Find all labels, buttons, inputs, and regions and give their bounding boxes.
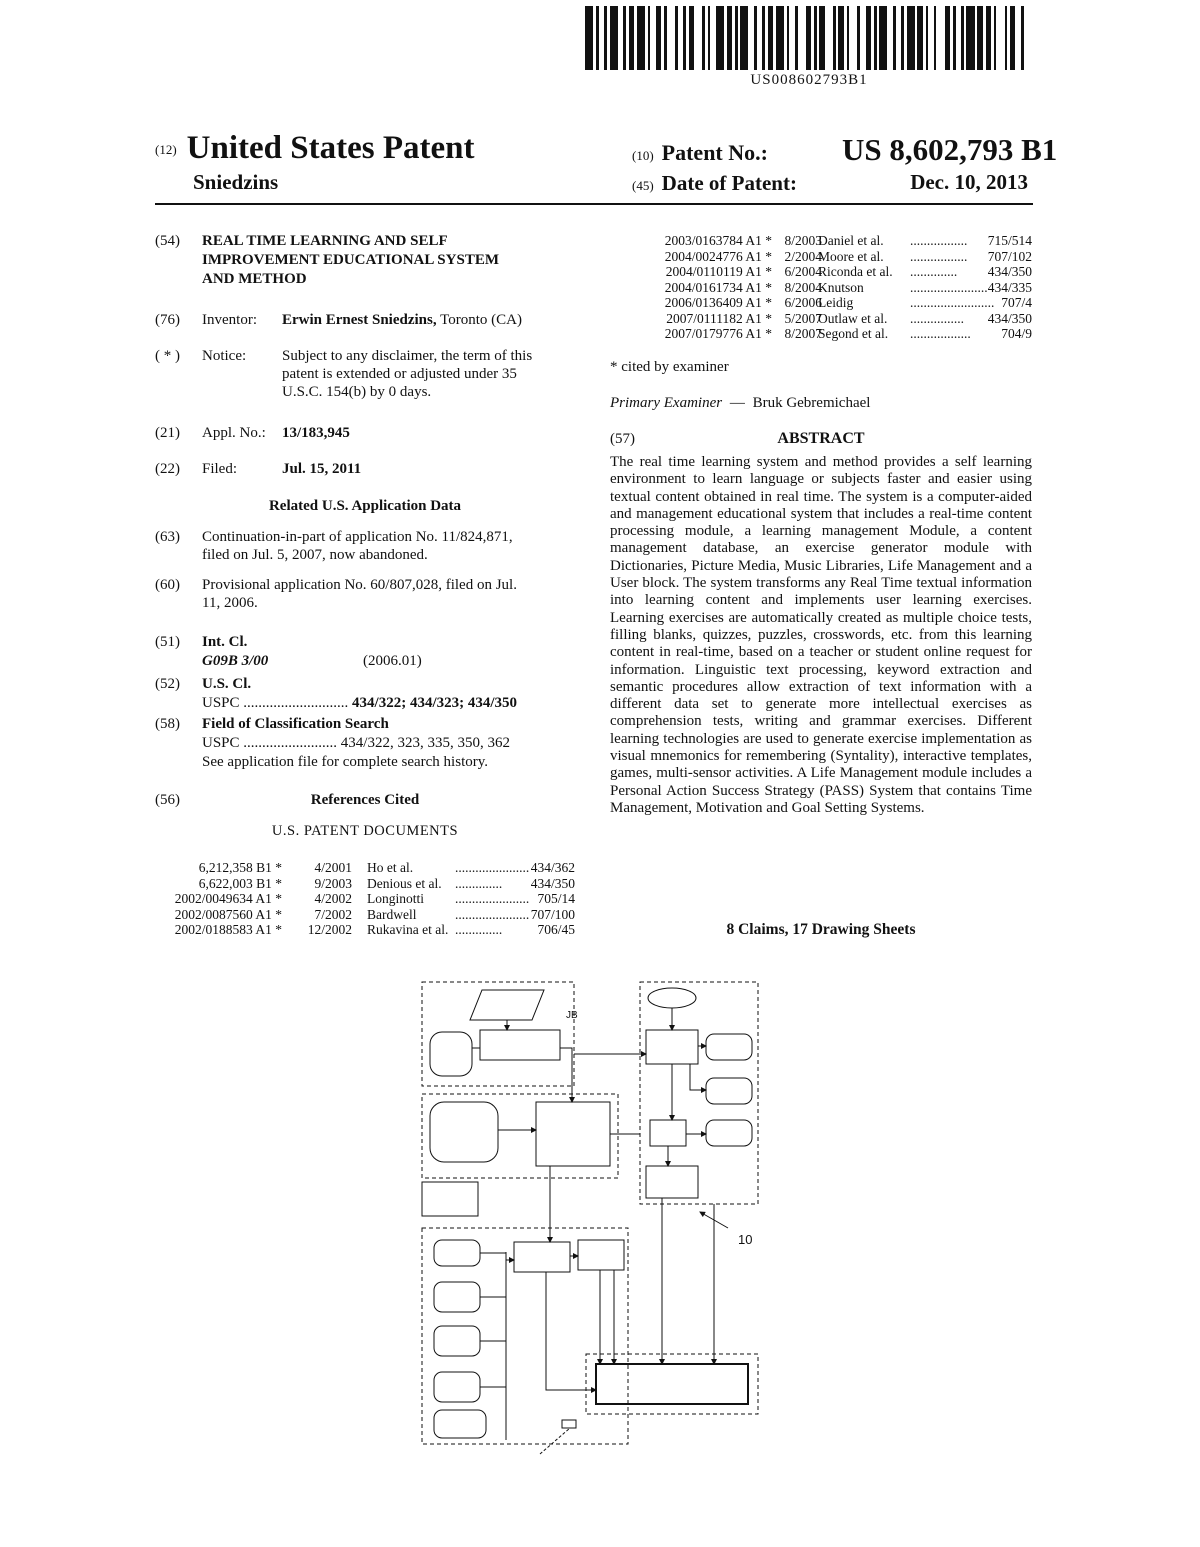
reference-num: 2004/0110119 A1 * <box>665 264 772 279</box>
picture-media-cylinder <box>434 1282 480 1312</box>
provisional-text <box>202 576 582 612</box>
filed-date: Jul. 15, 2011 <box>282 461 362 477</box>
code-58: (58) <box>155 716 180 732</box>
examiner-label: Primary Examiner <box>610 395 723 411</box>
notice-line: patent is extended or adjusted under 35 <box>282 366 517 382</box>
content-db-cylinder <box>430 1102 498 1162</box>
reference-name: Knutson <box>818 279 864 295</box>
code-56: (56) <box>155 792 180 808</box>
field-uspc-values: 434/322, 323, 335, 350, 362 <box>340 735 510 751</box>
reference-num: 2002/0188583 A1 * <box>174 922 282 937</box>
reference-name: Denious et al. <box>367 875 442 891</box>
reference-num: 2004/0024776 A1 * <box>664 248 772 264</box>
goal-cylinder <box>706 1078 752 1104</box>
reference-row <box>610 264 1032 280</box>
code-63: (63) <box>155 529 180 545</box>
reference-dots: .............. <box>455 875 503 891</box>
reference-cls: 434/350 <box>530 875 575 891</box>
barcode-bar <box>637 6 645 70</box>
filed-label: Filed: <box>202 461 238 477</box>
notice-section <box>155 347 575 403</box>
patent-number: US 8,602,793 B1 <box>842 132 1058 167</box>
user-ellipse <box>648 988 696 1008</box>
uspc-values: 434/322; 434/323; 434/350 <box>352 695 518 711</box>
barcode-bar <box>740 6 748 70</box>
title-line: AND METHOD <box>202 271 307 287</box>
patent-header-title <box>155 130 474 167</box>
barcode <box>585 6 1033 70</box>
provisional-line: 11, 2006. <box>202 595 258 611</box>
reference-row <box>610 311 1032 327</box>
inventor-short-name: Sniedzins <box>193 170 279 194</box>
appl-no-label: Appl. No.: <box>202 425 266 441</box>
reference-num: 2004/0161734 A1 * <box>664 279 772 295</box>
reference-dots: ................ <box>910 310 964 326</box>
field-note: See application file for complete search history. <box>202 754 489 770</box>
exercise-group-box <box>422 1228 628 1444</box>
barcode-bar <box>1024 6 1032 70</box>
reference-dots: ...................... <box>455 860 530 875</box>
reference-name: Riconda et al. <box>818 264 893 279</box>
int-cl-year: (2006.01) <box>363 653 422 669</box>
reference-name: Ho et al. <box>367 860 414 875</box>
us-cl-section <box>155 675 575 715</box>
field-search-label: Field of Classification Search <box>202 716 389 732</box>
dictionary-cylinder <box>430 1032 472 1076</box>
figure-ref-top: JB <box>566 1010 578 1021</box>
barcode-bar <box>907 6 915 70</box>
right-references <box>610 233 1032 342</box>
uspc-dots: ............................ <box>243 695 349 711</box>
reference-num: 6,212,358 B1 * <box>198 860 282 875</box>
left-references <box>155 860 575 938</box>
uspc-label: USPC <box>202 695 240 711</box>
reference-date: 6/2006 <box>784 295 822 310</box>
reference-cls: 434/335 <box>987 279 1032 295</box>
reference-date: 8/2003 <box>784 233 822 248</box>
real-time-learning-cylinder <box>434 1410 486 1438</box>
int-cl-section <box>155 633 575 673</box>
refs-cited-section <box>155 791 575 811</box>
reference-dots: ...................... <box>455 891 530 906</box>
reference-cls: 715/514 <box>987 233 1032 248</box>
reference-date: 6/2004 <box>784 264 822 279</box>
field-uspc-dots: ......................... <box>243 735 338 751</box>
int-cl-label: Int. Cl. <box>202 634 248 650</box>
date-of-patent-label <box>632 171 797 196</box>
learning-management-box <box>536 1102 610 1166</box>
code-10: (10) <box>632 148 654 163</box>
system-diagram <box>410 970 780 1450</box>
continuation-line: Continuation-in-part of application No. 11/824,871, <box>202 529 513 545</box>
success-cylinder <box>706 1034 752 1060</box>
filed-section <box>155 460 575 480</box>
reference-row <box>610 295 1032 311</box>
inventor-location: Toronto (CA) <box>436 312 522 328</box>
header-divider <box>155 203 1033 205</box>
code-57: (57) <box>610 431 635 447</box>
us-cl-label: U.S. Cl. <box>202 676 252 692</box>
reference-dots: ......................... <box>910 295 995 310</box>
inventor-label: Inventor: <box>202 312 257 328</box>
input-data-parallelogram <box>470 990 544 1020</box>
reference-row <box>610 233 1032 249</box>
reference-row <box>155 860 575 876</box>
reference-name: Outlaw et al. <box>818 310 888 326</box>
us-docs-heading: U.S. PATENT DOCUMENTS <box>271 823 459 839</box>
refs-heading: References Cited <box>310 792 420 808</box>
dictionaries-cylinder <box>434 1240 480 1266</box>
life-management-box <box>646 1030 698 1064</box>
reference-dots: ....................... <box>910 279 988 295</box>
examiner-name: Bruk Gebremichael <box>752 395 871 411</box>
reference-cls: 704/9 <box>1001 326 1032 341</box>
barcode-bar <box>798 6 806 70</box>
code-60: (60) <box>155 577 180 593</box>
learning-group-box <box>422 1094 618 1178</box>
code-54: (54) <box>155 233 180 249</box>
notice-label: Notice: <box>202 348 247 364</box>
reference-date: 9/2003 <box>314 875 352 891</box>
field-search-section <box>155 715 575 775</box>
title-section <box>155 232 575 292</box>
inventor-value <box>282 311 522 329</box>
cited-by-examiner: * cited by examiner <box>610 359 729 375</box>
reference-cls: 434/362 <box>530 860 575 875</box>
barcode-bar <box>667 6 675 70</box>
reference-date: 4/2001 <box>314 860 352 875</box>
reference-row <box>155 891 575 907</box>
reference-name: Rukavina et al. <box>367 922 449 937</box>
barcode-bar <box>610 6 618 70</box>
code-52: (52) <box>155 676 180 692</box>
reference-num: 2002/0087560 A1 * <box>174 906 282 922</box>
interaction-box <box>578 1240 624 1270</box>
continuation-section <box>155 528 575 568</box>
reference-cls: 434/350 <box>987 310 1032 326</box>
reference-date: 8/2004 <box>784 279 822 295</box>
barcode-bar <box>879 6 887 70</box>
reference-num: 2007/0179776 A1 * <box>664 326 772 341</box>
reference-name: Segond et al. <box>818 326 889 341</box>
reference-dots: .............. <box>455 922 503 937</box>
date-of-patent: Dec. 10, 2013 <box>910 170 1028 194</box>
content-manager-box <box>422 1182 478 1216</box>
code-notice: ( * ) <box>155 348 180 364</box>
code-76: (76) <box>155 312 180 328</box>
date-label-text: Date of Patent: <box>661 171 797 195</box>
reference-cls: 707/102 <box>987 248 1032 264</box>
field-uspc-row <box>202 734 582 752</box>
barcode-bar <box>996 6 1004 70</box>
music-library-cylinder <box>434 1326 480 1356</box>
abstract-heading-row <box>610 430 1032 450</box>
reference-date: 2/2004 <box>784 248 822 264</box>
publication-number: US008602793B1 <box>750 72 868 88</box>
reference-dots: ...................... <box>455 906 530 922</box>
claims-summary: 8 Claims, 17 Drawing Sheets <box>726 921 916 938</box>
notice-line: Subject to any disclaimer, the term of this <box>282 348 533 364</box>
reference-name: Longinotti <box>367 891 424 906</box>
reference-cls: 706/45 <box>537 922 575 937</box>
code-51: (51) <box>155 634 180 650</box>
reference-row <box>155 907 575 923</box>
barcode-bar <box>776 6 784 70</box>
barcode-bar <box>849 6 857 70</box>
int-cl-class: G09B 3/00 <box>202 653 269 669</box>
inventor-section <box>155 311 575 331</box>
reference-name: Leidig <box>818 295 854 310</box>
reference-cls: 705/14 <box>537 891 575 906</box>
life-management-group-box <box>640 982 758 1204</box>
reference-name: Moore et al. <box>818 248 884 264</box>
reference-row <box>610 280 1032 296</box>
music-library-2-cylinder <box>434 1372 480 1402</box>
uspc-row <box>202 694 575 712</box>
related-heading: Related U.S. Application Data <box>268 498 462 514</box>
reference-num: 6,622,003 B1 * <box>198 875 282 891</box>
appl-no-value: 13/183,945 <box>282 425 350 441</box>
provisional-line: Provisional application No. 60/807,028, filed on Jul. <box>202 577 517 593</box>
recorded-box <box>646 1166 698 1198</box>
notice-line: U.S.C. 154(b) by 0 days. <box>282 384 432 400</box>
reference-num: 2002/0049634 A1 * <box>174 891 282 906</box>
examiner-dash: — <box>729 395 745 411</box>
code-45: (45) <box>632 178 654 193</box>
patent-no-label-text: Patent No.: <box>661 140 768 165</box>
reference-row <box>155 876 575 892</box>
invention-title <box>202 232 499 289</box>
reference-date: 4/2002 <box>314 891 352 906</box>
barcode-bar <box>825 6 833 70</box>
barcode-bar <box>936 6 944 70</box>
appl-no-section <box>155 424 575 444</box>
reference-cls: 707/4 <box>1001 295 1032 310</box>
content-processing-box <box>480 1030 560 1060</box>
examiner-row <box>610 394 870 412</box>
code-21: (21) <box>155 425 180 441</box>
title-line: REAL TIME LEARNING AND SELF <box>202 233 448 249</box>
code-12: (12) <box>155 142 177 158</box>
user-interface-box <box>596 1364 748 1404</box>
title-line: IMPROVEMENT EDUCATIONAL SYSTEM <box>202 252 499 268</box>
reference-cls: 707/100 <box>530 906 575 922</box>
reference-dots: ................. <box>910 248 968 264</box>
code-22: (22) <box>155 461 180 477</box>
continuation-text <box>202 528 582 564</box>
reference-date: 12/2002 <box>307 922 352 937</box>
abstract-text: The real time learning system and method provides a self learning environment to learn language or subjects faster and easier using textual content obtained in real time. The system is a computer-aided and management educational system that includes a real-time content processing module, a learning management Module, a content management database, an exercise generator module with Dictionaries, Picture Media, Music Libraries, Life Management and a User block. The system transforms any Real Time textual information into learning content and implements user learning exercises. Learning exercises are automatically created as multiple choice tests, filling blanks, quizzes, puzzles, crosswords, etc. from this learning content in real-time, based on a teacher or student online request for information. Linguistic text processing, keyword extraction and semantic procedures allow extraction of text information with a different data set to generate more intellectual exercises as comprehension tests, writing and grammar exercises. Different learning technologies are used to generate exercise implementation as visual mnemonics for remembering (Syntality), interactive templates, games, multi-sensor activities. A Life Management module includes a Personal Action Success Strategy (PASS) System that contains Time Management, Motivation and Goal Setting Systems. <box>610 454 1032 816</box>
barcode-bar <box>694 6 702 70</box>
barcode-bar <box>716 6 724 70</box>
reference-date: 5/2007 <box>784 310 822 326</box>
reference-num: 2007/0111182 A1 * <box>666 310 772 326</box>
abstract-heading: ABSTRACT <box>777 430 865 447</box>
notice-text <box>282 347 575 401</box>
patent-type-title: United States Patent <box>186 130 475 166</box>
reference-num: 2003/0163784 A1 * <box>664 233 772 248</box>
exercise-generator-box <box>514 1242 570 1272</box>
reference-date: 7/2002 <box>314 906 352 922</box>
barcode-bar <box>585 6 593 70</box>
input-group-box <box>422 982 574 1086</box>
reference-row <box>610 249 1032 265</box>
provisional-section <box>155 576 575 616</box>
reference-name: Daniel et al. <box>818 233 884 248</box>
barcode-bar <box>966 6 974 70</box>
pass-box <box>650 1120 686 1146</box>
field-uspc-label: USPC <box>202 735 240 751</box>
reference-num: 2006/0136409 A1 * <box>664 295 772 310</box>
inventor-name: Erwin Ernest Sniedzins, <box>282 312 437 328</box>
time-cylinder <box>706 1120 752 1146</box>
reference-dots: .................. <box>910 326 971 341</box>
continuation-line: filed on Jul. 5, 2007, now abandoned. <box>202 547 428 563</box>
reference-row <box>610 326 1032 342</box>
figure-ref-main: 10 <box>738 1232 753 1247</box>
patent-number-label <box>632 140 768 166</box>
reference-date: 8/2007 <box>784 326 822 341</box>
reference-name: Bardwell <box>367 906 417 922</box>
reference-dots: .............. <box>910 264 958 279</box>
reference-row <box>155 922 575 938</box>
reference-dots: ................. <box>910 233 968 248</box>
reference-cls: 434/350 <box>987 264 1032 279</box>
